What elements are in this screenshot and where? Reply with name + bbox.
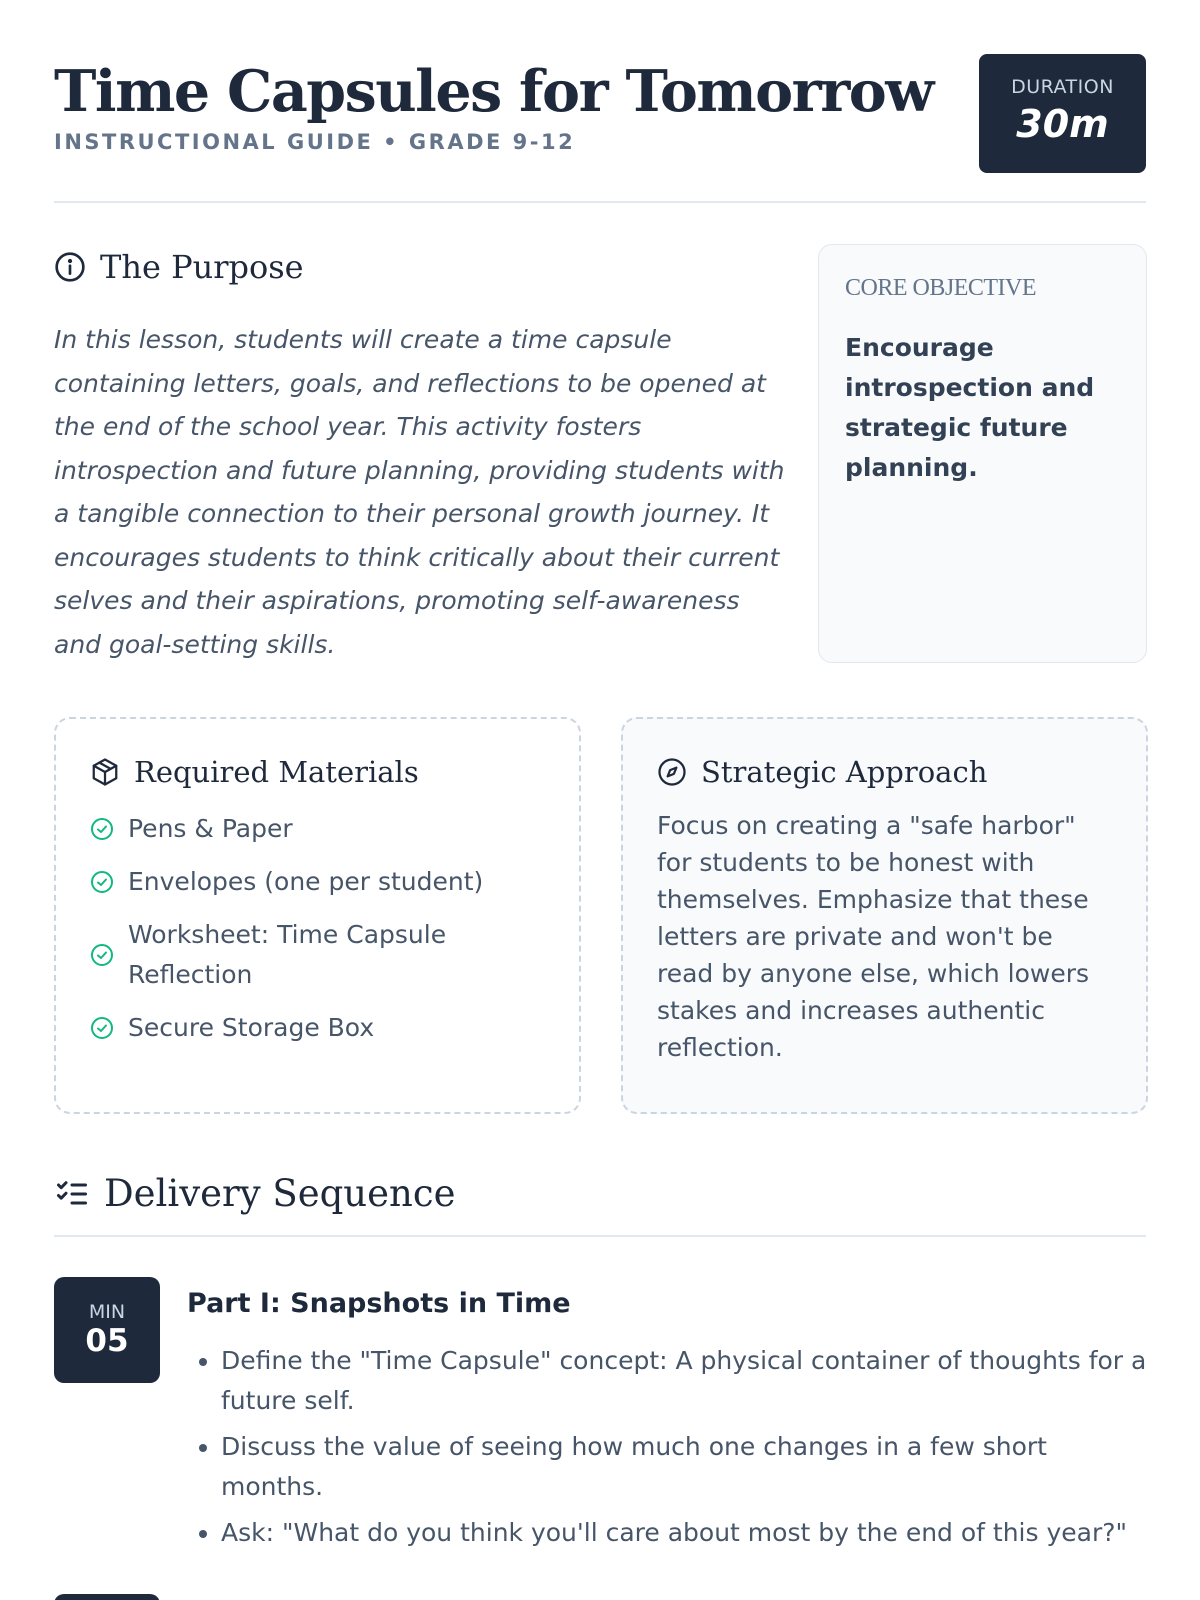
list-item [90, 1008, 545, 1048]
next-step-badge [54, 1594, 160, 1600]
checklist-icon [54, 1176, 90, 1212]
step-minute-value: 05 [85, 1323, 129, 1359]
delivery-heading [54, 1172, 455, 1215]
material-label: Envelopes (one per student) [128, 867, 484, 896]
duration-label: DURATION [1011, 76, 1114, 98]
core-objective-card [818, 244, 1147, 663]
duration-badge [979, 54, 1146, 173]
materials-list [90, 809, 545, 1048]
page-header [54, 52, 1146, 202]
check-circle-icon [90, 817, 114, 841]
material-label: Secure Storage Box [128, 1013, 375, 1042]
step-minute-label: MIN [88, 1301, 126, 1323]
approach-text: Focus on creating a "safe harbor" for students to be honest with themselves. Emphasize that these letters are private and won't be read by anyone else, which lowers stakes and increases authentic reflection. [657, 811, 1090, 1062]
list-item: • Discuss the value of seeing how much one changes in a few short months. [221, 1427, 1147, 1507]
check-circle-icon [90, 943, 114, 967]
material-label: Worksheet: Time Capsule Reflection [128, 920, 447, 989]
header-divider [54, 201, 1146, 203]
delivery-heading-text: Delivery Sequence [104, 1172, 456, 1215]
check-circle-icon [90, 1016, 114, 1040]
purpose-heading [54, 248, 304, 286]
step-bullets [187, 1341, 1147, 1553]
list-item [90, 915, 545, 995]
step-title: Part I: Snapshots in Time [187, 1288, 571, 1319]
list-item [90, 809, 545, 849]
delivery-step [187, 1288, 1147, 1559]
core-objective-text: Encourage introspection and strategic future planning. [845, 333, 1095, 482]
purpose-heading-text: The Purpose [100, 248, 304, 286]
box-icon [90, 757, 120, 787]
approach-card [621, 717, 1148, 1114]
approach-heading [657, 755, 1112, 789]
step-minute-badge [54, 1277, 160, 1383]
compass-icon [657, 757, 687, 787]
duration-value: 30m [1016, 102, 1109, 146]
material-label: Pens & Paper [128, 814, 293, 843]
page-title: Time Capsules for Tomorrow [54, 58, 933, 125]
materials-heading [90, 755, 545, 789]
delivery-divider [54, 1235, 1146, 1237]
list-item: • Ask: "What do you think you'll care about most by the end of this year?" [221, 1513, 1147, 1553]
purpose-text: In this lesson, students will create a time capsule containing letters, goals, and reflections to be opened at the end of the school year. This activity fosters introspection and future planning, providing students with a tangible connection to their personal growth journey. It encourages students to think critically about their current selves and their aspirations, promoting self-awareness and goal-setting skills. [54, 325, 785, 659]
info-circle-icon [54, 251, 86, 283]
core-objective-label: CORE OBJECTIVE [845, 275, 1036, 301]
materials-card [54, 717, 581, 1114]
page-subtitle: INSTRUCTIONAL GUIDE • GRADE 9-12 [54, 130, 576, 154]
list-item [90, 862, 545, 902]
materials-heading-text: Required Materials [134, 755, 419, 789]
list-item: • Define the "Time Capsule" concept: A physical container of thoughts for a future self. [221, 1341, 1147, 1421]
approach-heading-text: Strategic Approach [701, 755, 988, 789]
check-circle-icon [90, 870, 114, 894]
